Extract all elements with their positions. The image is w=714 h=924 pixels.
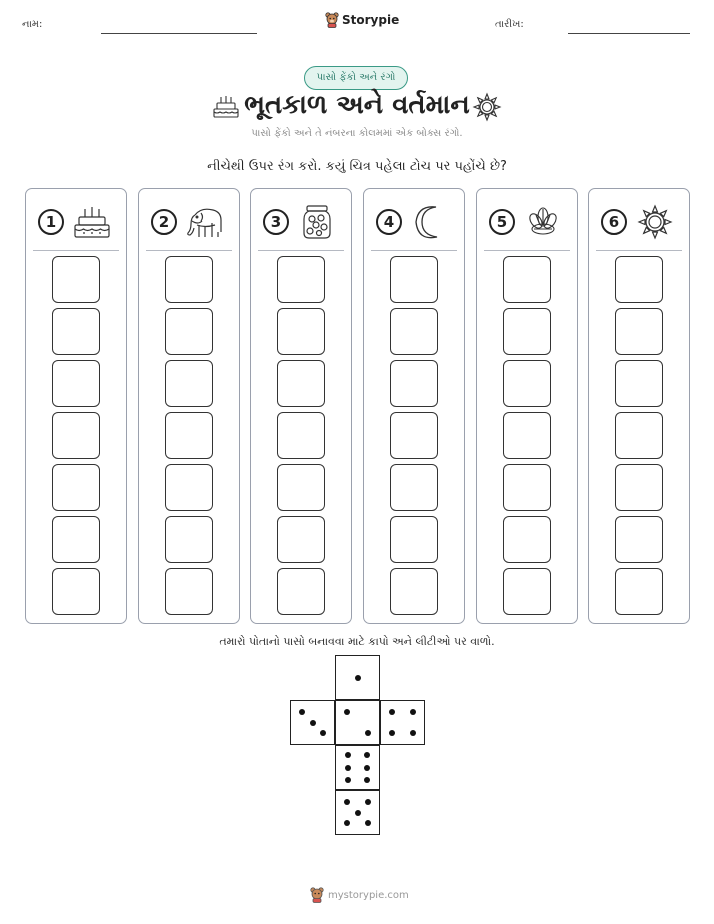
die-face-6 (335, 745, 380, 790)
die-pip (345, 765, 351, 771)
color-box[interactable] (165, 360, 213, 407)
birthday-cake-icon (72, 203, 112, 241)
die-pip (344, 820, 350, 826)
die-face-4 (380, 700, 425, 745)
color-box[interactable] (503, 464, 551, 511)
die-face-1 (335, 655, 380, 700)
column-divider (596, 250, 682, 251)
color-box[interactable] (165, 568, 213, 615)
die-pip (410, 709, 416, 715)
color-box[interactable] (390, 464, 438, 511)
die-pip (365, 730, 371, 736)
column-divider (484, 250, 570, 251)
cut-instruction: તમારો પોતાનો પાસો બનાવવા માટે કાપો અને લીટીઓ પર વાળો. (219, 635, 495, 648)
die-pip (389, 709, 395, 715)
date-label: તારીખ: (495, 19, 524, 30)
column-divider (33, 250, 119, 251)
column-2 (138, 188, 240, 624)
color-box[interactable] (615, 360, 663, 407)
column-divider (146, 250, 232, 251)
die-face-5 (335, 790, 380, 835)
color-box[interactable] (277, 412, 325, 459)
die-pip (365, 799, 371, 805)
color-box[interactable] (52, 568, 100, 615)
color-box[interactable] (52, 412, 100, 459)
color-box[interactable] (390, 568, 438, 615)
column-number: 2 (151, 209, 177, 235)
color-box[interactable] (390, 256, 438, 303)
mammoth-icon (185, 203, 225, 241)
cookie-jar-icon (297, 203, 337, 241)
activity-tag: પાસો ફેંકો અને રંગો (304, 66, 408, 90)
die-pip (299, 709, 305, 715)
die-pip (344, 799, 350, 805)
die-pip (320, 730, 326, 736)
color-box[interactable] (390, 308, 438, 355)
column-number: 4 (376, 209, 402, 235)
sun-icon (472, 92, 502, 122)
color-box[interactable] (503, 412, 551, 459)
die-pip (389, 730, 395, 736)
color-box[interactable] (503, 516, 551, 563)
column-header (477, 203, 577, 239)
color-box[interactable] (52, 464, 100, 511)
color-box[interactable] (165, 516, 213, 563)
die-face-2 (335, 700, 380, 745)
sun-icon (635, 203, 675, 241)
column-5 (476, 188, 578, 624)
brand-logo (325, 12, 399, 28)
column-header (364, 203, 464, 239)
die-pip (364, 777, 370, 783)
die-pip (355, 675, 361, 681)
column-number: 5 (489, 209, 515, 235)
column-divider (258, 250, 344, 251)
color-box[interactable] (503, 360, 551, 407)
color-box[interactable] (390, 360, 438, 407)
color-box[interactable] (277, 568, 325, 615)
color-box[interactable] (503, 568, 551, 615)
bear-mascot-icon (325, 12, 339, 28)
color-box[interactable] (390, 516, 438, 563)
color-box[interactable] (615, 568, 663, 615)
die-pip (344, 709, 350, 715)
color-box[interactable] (615, 516, 663, 563)
column-number: 3 (263, 209, 289, 235)
column-4 (363, 188, 465, 624)
bear-mascot-icon (310, 887, 324, 903)
color-box[interactable] (277, 308, 325, 355)
die-pip (345, 777, 351, 783)
die-pip (364, 765, 370, 771)
leaf-bundle-icon (523, 203, 563, 241)
page-title: ભૂતકાળ અને વર્તમાન (244, 90, 470, 120)
color-box[interactable] (615, 256, 663, 303)
die-pip (355, 810, 361, 816)
footer-url[interactable]: mystorypie.com (328, 889, 409, 901)
column-6 (588, 188, 690, 624)
die-pip (345, 752, 351, 758)
footer (310, 887, 409, 903)
column-1 (25, 188, 127, 624)
color-box[interactable] (277, 256, 325, 303)
die-face-3 (290, 700, 335, 745)
die-pip (364, 752, 370, 758)
color-box[interactable] (165, 464, 213, 511)
column-header (139, 203, 239, 239)
color-box[interactable] (165, 256, 213, 303)
column-number: 1 (38, 209, 64, 235)
color-box[interactable] (165, 308, 213, 355)
instruction-text: નીચેથી ઉપર રંગ કરો. કયું ચિત્ર પહેલા ટોચ પર પહોંચે છે? (207, 159, 507, 174)
name-field[interactable] (101, 33, 257, 34)
color-box[interactable] (52, 516, 100, 563)
color-box[interactable] (277, 516, 325, 563)
color-box[interactable] (277, 464, 325, 511)
name-label: નામ: (22, 19, 43, 30)
column-divider (371, 250, 457, 251)
color-box[interactable] (277, 360, 325, 407)
date-field[interactable] (568, 33, 690, 34)
die-pip (310, 720, 316, 726)
column-header (251, 203, 351, 239)
brand-name: Storypie (342, 13, 400, 27)
color-box[interactable] (615, 464, 663, 511)
die-pip (365, 820, 371, 826)
color-box[interactable] (615, 308, 663, 355)
color-box[interactable] (165, 412, 213, 459)
column-header (26, 203, 126, 239)
color-box[interactable] (503, 308, 551, 355)
column-number: 6 (601, 209, 627, 235)
color-box[interactable] (615, 412, 663, 459)
die-pip (410, 730, 416, 736)
color-box[interactable] (390, 412, 438, 459)
color-box[interactable] (52, 308, 100, 355)
color-box[interactable] (52, 256, 100, 303)
color-box[interactable] (503, 256, 551, 303)
crescent-moon-icon (410, 203, 450, 241)
subtitle: પાસો ફેંકો અને તે નંબરના કોલમમાં એક બોક્સ રંગો. (251, 128, 463, 139)
column-3 (250, 188, 352, 624)
color-box[interactable] (52, 360, 100, 407)
column-header (589, 203, 689, 239)
